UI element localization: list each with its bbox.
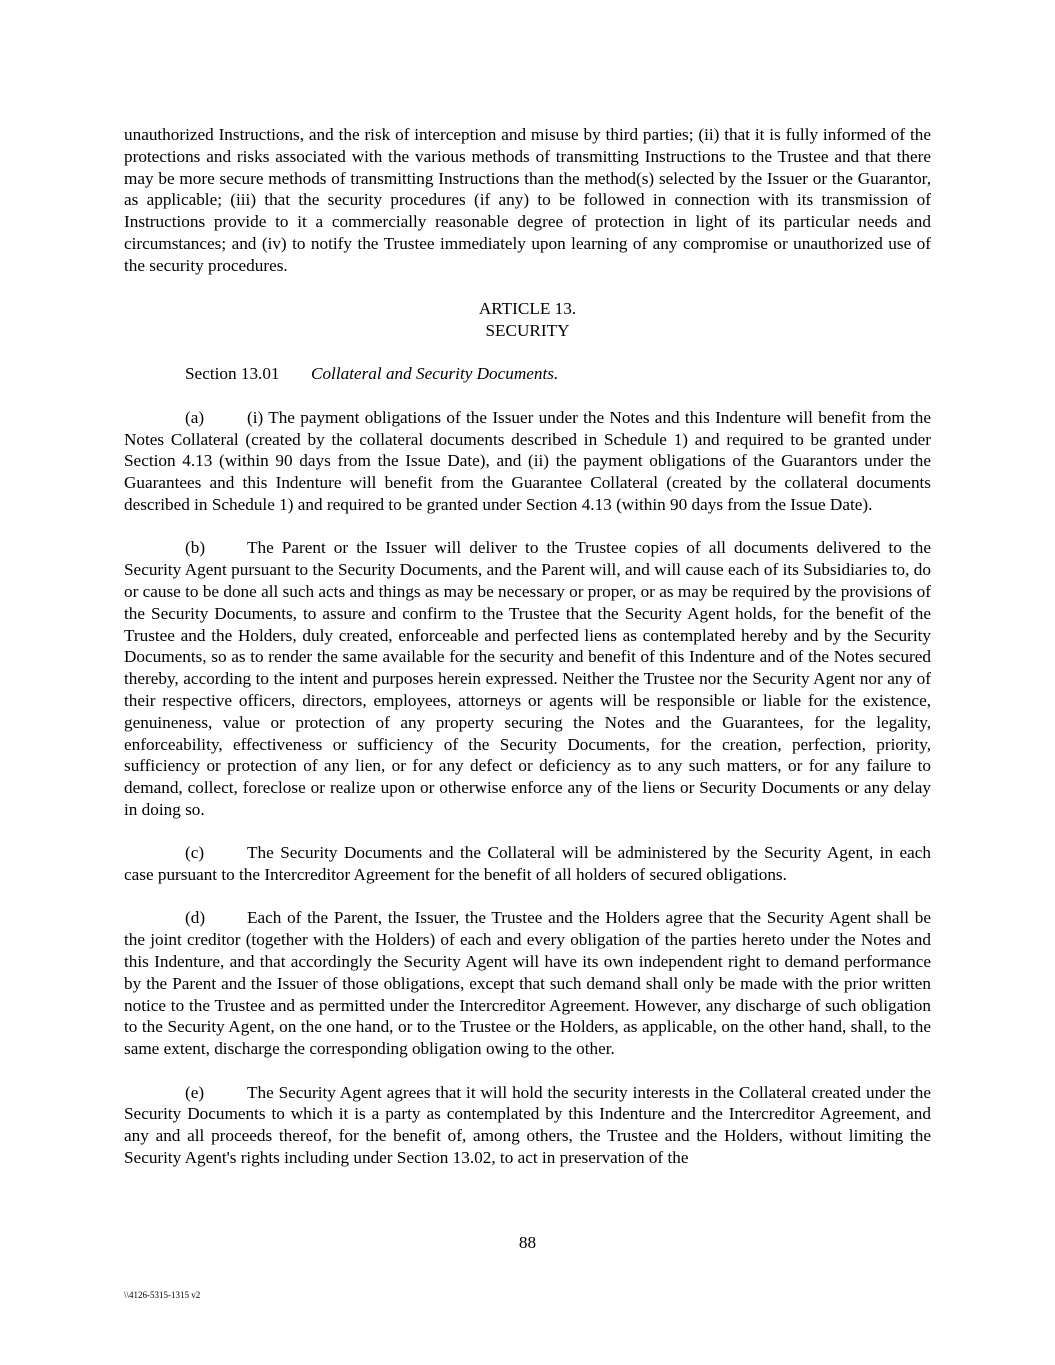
subsection-text: (i) The payment obligations of the Issuer under the Notes and this Indenture will benefit from the Notes Collateral (created by the collateral documents described in Schedule 1) and required to be granted under Section 4.13 (within 90 days from the Issue Date), and (ii) the payment obligations of the Guarantors under the Guarantees and this Indenture will benefit from the Guarantee Collateral (created by the collateral documents described in Schedule 1) and required to be granted under Section 4.13 (within 90 days from the Issue Date). (124, 407, 931, 514)
continuation-paragraph: unauthorized Instructions, and the risk of interception and misuse by third parties; (ii) that it is fully informed of the protections and risks associated with the various methods of transmitting Instructions to the Trustee and that there may be more secure methods of transmitting Instructions than the method(s) selected by the Issuer or the Guarantor, as applicable; (iii) that the security procedures (if any) to be followed in connection with its transmission of Instructions provide to it a commercially reasonable degree of protection in light of its particular needs and circumstances; and (iv) to notify the Trustee immediately upon learning of any compromise or unauthorized use of the security procedures. (124, 125, 931, 275)
subsection-paragraph-b (124, 537, 931, 820)
subsection-text: The Security Agent agrees that it will hold the security interests in the Collateral created under the Security Documents to which it is a party as contemplated by this Indenture and the Intercreditor Agreement, and any and all proceeds thereof, for the benefit of, among others, the Trustee and the Holders, without limiting the Security Agent's rights including under Section 13.02, to act in preservation of the (124, 1082, 931, 1168)
article-title: SECURITY (485, 320, 570, 340)
subsection-label: (a) (185, 407, 205, 427)
subsection-paragraph-a (124, 407, 931, 516)
subsection-text: Each of the Parent, the Issuer, the Trustee and the Holders agree that the Security Agent shall be the joint creditor (together with the Holders) of each and every obligation of the parties hereto under the Notes and this Indenture, and that accordingly the Security Agent will have its own independent right to demand performance by the Parent and the Issuer of those obligations, except that such demand shall only be made with the prior written notice to the Trustee and as permitted under the Intercreditor Agreement. However, any discharge of such obligation to the Security Agent, on the one hand, or to the Trustee or the Holders, as applicable, on the other hand, shall, to the same extent, discharge the corresponding obligation owing to the other. (124, 908, 931, 1059)
subsection-label: (e) (185, 1082, 205, 1102)
subsection-label: (c) (185, 843, 205, 863)
section-heading (124, 363, 931, 385)
subsection-text: The Security Documents and the Collateral will be administered by the Security Agent, in each case pursuant to the Intercreditor Agreement for the benefit of all holders of secured obligations. (124, 843, 931, 885)
subsection-paragraph-d (124, 907, 931, 1060)
article-number: ARTICLE 13. (478, 299, 577, 319)
subsection-paragraph-e (124, 1082, 931, 1169)
page-number: 88 (518, 1233, 537, 1252)
subsection-text: The Parent or the Issuer will deliver to the Trustee copies of all documents delivered to the Security Agent pursuant to the Security Documents, and the Parent will, and will cause each of its Subsidiaries to, do or cause to be done all such acts and things as may be necessary or proper, or as may be required by the provisions of the Security Documents, to assure and confirm to the Trustee that the Security Agent holds, for the benefit of the Trustee and the Holders, duly created, enforceable and perfected liens as contemplated hereby and by the Security Documents, so as to render the same available for the security and benefit of this Indenture and of the Notes secured thereby, according to the intent and purposes herein expressed. Neither the Trustee nor the Security Agent nor any of their respective officers, directors, employees, attorneys or agents will be responsible or liable for the existence, genuineness, value or protection of any property securing the Notes and the Guarantees, for the legality, enforceability, effectiveness or sufficiency of the Security Documents, for the creation, perfection, priority, sufficiency or protection of any lien, or for any defect or deficiency as to any such matters, or for any failure to demand, collect, foreclose or realize upon or otherwise enforce any of the liens or Security Documents or any delay in doing so. (124, 538, 931, 819)
document-id-footer: \\4126-5315-1315 v2 (124, 1290, 201, 1300)
section-title: Collateral and Security Documents. (311, 364, 559, 384)
article-heading (124, 298, 931, 342)
section-number: Section 13.01 (185, 364, 280, 384)
subsection-paragraph-c (124, 842, 931, 886)
document-page (124, 124, 931, 1169)
subsection-label: (d) (185, 908, 206, 928)
subsection-label: (b) (185, 538, 206, 558)
